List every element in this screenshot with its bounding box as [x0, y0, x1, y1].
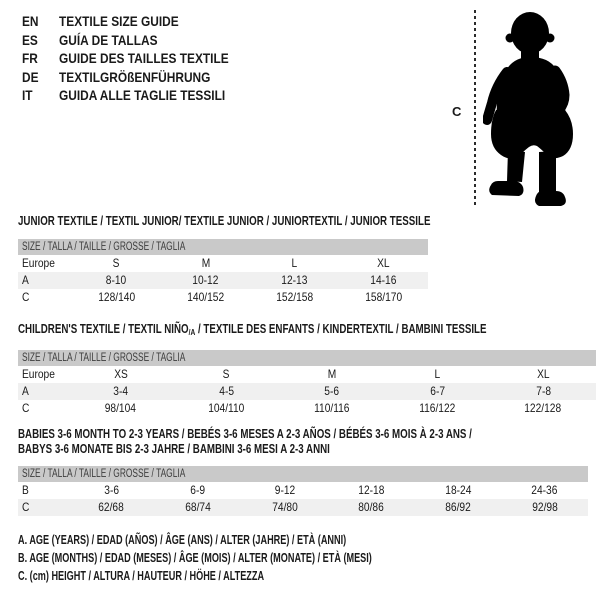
language-label: [59, 87, 254, 103]
row-label-cell: [18, 499, 68, 516]
cell-value: 12-18: [358, 483, 385, 497]
cell-value: 98/104: [105, 401, 137, 415]
table-cell: [490, 383, 596, 400]
table-cell: [68, 383, 174, 400]
table-cell: [72, 272, 161, 289]
language-code: [22, 50, 59, 66]
title-pre: CHILDREN'S TEXTILE / TEXTIL NIÑO: [18, 322, 189, 336]
table-cell: [174, 400, 280, 417]
table-cell: [501, 482, 588, 499]
table-row: [18, 289, 428, 306]
row-label: C: [22, 500, 30, 514]
title-subscript: /A: [188, 327, 196, 337]
legend-line-b: [18, 549, 503, 567]
toddler-silhouette-icon: [483, 4, 600, 208]
table-row: [18, 366, 596, 383]
table-cell: [72, 255, 161, 272]
language-code-text: EN: [22, 13, 39, 30]
table-cell: [385, 400, 491, 417]
table-row: [18, 272, 428, 289]
table-cell: [501, 499, 588, 516]
table-cell: [161, 289, 250, 306]
table-cell: [415, 482, 502, 499]
children-table-title-text: [18, 322, 487, 339]
cell-value: L: [291, 256, 298, 270]
cell-value: 140/152: [187, 290, 224, 304]
table-cell: [161, 255, 250, 272]
language-code-text: ES: [22, 31, 38, 48]
table-cell: [328, 482, 415, 499]
junior-size-table: [18, 239, 428, 306]
table-cell: [250, 255, 339, 272]
cell-value: 6-7: [430, 384, 445, 398]
table-cell: [241, 482, 328, 499]
legend-line-c: [18, 567, 503, 585]
language-label-text: GUÍA DE TALLAS: [59, 31, 158, 48]
table-cell: [490, 366, 596, 383]
children-table-title: [18, 322, 600, 339]
row-label: Europe: [22, 256, 55, 270]
junior-table-title: [18, 214, 547, 228]
language-label: [59, 32, 175, 48]
language-label-text: GUIDE DES TAILLES TEXTILE: [59, 50, 229, 67]
cell-value: M: [327, 367, 337, 381]
table-row: [18, 383, 596, 400]
table-cell: [385, 383, 491, 400]
row-label-cell: [18, 366, 68, 383]
cell-value: 152/158: [276, 290, 313, 304]
language-label: [59, 69, 237, 85]
size-header-text: SIZE / TALLA / TAILLE / GRÖSSE / TAGLIA: [22, 241, 186, 253]
language-row-es: [22, 31, 259, 50]
table-cell: [72, 289, 161, 306]
size-header-bar: [18, 466, 588, 482]
language-label: [59, 50, 259, 66]
language-label-text: TEXTILGRÖßENFÜHRUNG: [59, 68, 211, 85]
language-label-text: TEXTILE SIZE GUIDE: [59, 13, 179, 30]
legend-text: A. AGE (YEARS) / EDAD (AÑOS) / ÂGE (ANS) / ALTER (JAHRE) / ETÀ (ANNI): [18, 533, 347, 547]
cell-value: XL: [536, 367, 550, 381]
height-measure-label: C: [452, 104, 462, 119]
table-row: [18, 255, 428, 272]
height-measure-dotted-line: [474, 10, 476, 207]
cell-value: 12-13: [281, 273, 308, 287]
table-cell: [68, 366, 174, 383]
table-cell: [250, 272, 339, 289]
legend-line-a: [18, 531, 503, 549]
cell-value: XS: [113, 367, 128, 381]
row-label: Europe: [22, 367, 55, 381]
babies-table-title-line1: [18, 427, 600, 441]
cell-value: 5-6: [324, 384, 340, 398]
cell-value: 24-36: [531, 483, 558, 497]
cell-value: 74/80: [271, 500, 298, 514]
size-header-bar: [18, 350, 596, 366]
table-cell: [339, 255, 428, 272]
language-label: [59, 13, 200, 29]
table-cell: [155, 482, 242, 499]
table-cell: [415, 499, 502, 516]
cell-value: 4-5: [219, 384, 234, 398]
language-code: [22, 87, 59, 103]
legend-text: B. AGE (MONTHS) / EDAD (MESES) / ÂGE (MOIS) / ALTER (MONATE) / ETÀ (MESI): [18, 551, 372, 565]
language-title-list: [22, 12, 259, 105]
table-cell: [279, 383, 385, 400]
cell-value: 8-10: [106, 273, 127, 287]
table-row: [18, 400, 596, 417]
cell-value: 18-24: [444, 483, 472, 497]
size-header-text: SIZE / TALLA / TAILLE / GRÖSSE / TAGLIA: [22, 352, 186, 364]
children-size-table: [18, 350, 596, 417]
cell-value: 68/74: [185, 500, 211, 514]
table-cell: [250, 289, 339, 306]
row-label-cell: [18, 383, 68, 400]
row-label-cell: [18, 272, 72, 289]
cell-value: 104/110: [208, 401, 245, 415]
table-cell: [155, 499, 242, 516]
cell-value: 86/92: [445, 500, 471, 514]
row-label: A: [22, 273, 29, 287]
table-row: [18, 499, 588, 516]
table-cell: [279, 400, 385, 417]
row-label: B: [22, 483, 29, 497]
legend-text: C. (cm) HEIGHT / ALTURA / HAUTEUR / HÖHE / ALTEZZA: [18, 569, 265, 583]
cell-value: 110/116: [314, 401, 350, 415]
language-code: [22, 69, 59, 85]
babies-size-table: [18, 466, 588, 516]
cell-value: 158/170: [365, 290, 402, 304]
language-code: [22, 13, 59, 29]
cell-value: 7-8: [535, 384, 551, 398]
cell-value: 3-4: [113, 384, 129, 398]
table-cell: [339, 272, 428, 289]
junior-table-title-text: JUNIOR TEXTILE / TEXTIL JUNIOR/ TEXTILE JUNIOR / JUNIORTEXTIL / JUNIOR TESSILE: [18, 214, 431, 228]
language-code-text: DE: [22, 68, 39, 85]
row-label-cell: [18, 400, 68, 417]
table-cell: [328, 499, 415, 516]
table-cell: [174, 383, 280, 400]
table-row: [18, 482, 588, 499]
cell-value: 3-6: [103, 483, 119, 497]
babies-table-title-text2: BABYS 3-6 MONATE BIS 2-3 JAHRE / BAMBINI 3-6 MESI A 2-3 ANNI: [18, 442, 330, 456]
cell-value: 80/86: [358, 500, 385, 514]
cell-value: S: [113, 256, 120, 270]
language-label-text: GUIDA ALLE TAGLIE TESSILI: [59, 87, 226, 104]
table-cell: [339, 289, 428, 306]
measurement-legend: [18, 531, 503, 585]
table-cell: [68, 400, 174, 417]
cell-value: 14-16: [370, 273, 397, 287]
table-cell: [385, 366, 491, 383]
cell-value: 9-12: [274, 483, 295, 497]
title-post: / TEXTILE DES ENFANTS / KINDERTEXTIL / BAMBINI TESSILE: [195, 322, 487, 336]
cell-value: L: [434, 367, 441, 381]
cell-value: 10-12: [192, 273, 219, 287]
cell-value: 116/122: [419, 401, 456, 415]
cell-value: XL: [377, 256, 390, 270]
table-cell: [279, 366, 385, 383]
cell-value: 92/98: [531, 500, 558, 514]
row-label-cell: [18, 289, 72, 306]
table-cell: [68, 499, 155, 516]
cell-value: 122/128: [524, 401, 562, 415]
cell-value: M: [201, 256, 210, 270]
table-cell: [490, 400, 596, 417]
language-row-it: [22, 86, 259, 105]
language-row-fr: [22, 49, 259, 68]
language-code-text: IT: [22, 87, 33, 104]
row-label-cell: [18, 482, 68, 499]
language-row-en: [22, 12, 259, 31]
babies-table-title-line2: [18, 442, 418, 456]
babies-table-title-text1: BABIES 3-6 MONTH TO 2-3 YEARS / BEBÉS 3-6 MESES A 2-3 AÑOS / BÉBÉS 3-6 MOIS À 2-3 ANS /: [18, 427, 472, 441]
cell-value: 6-9: [190, 483, 206, 497]
cell-value: S: [222, 367, 230, 381]
table-cell: [161, 272, 250, 289]
cell-value: 62/68: [98, 500, 125, 514]
size-header-bar: [18, 239, 428, 255]
table-cell: [174, 366, 280, 383]
row-label: C: [22, 290, 30, 304]
row-label-cell: [18, 255, 72, 272]
row-label: A: [22, 384, 29, 398]
table-cell: [241, 499, 328, 516]
table-cell: [68, 482, 155, 499]
row-label: C: [22, 401, 30, 415]
cell-value: 128/140: [98, 290, 135, 304]
language-code-text: FR: [22, 50, 38, 67]
size-header-text: SIZE / TALLA / TAILLE / GRÖSSE / TAGLIA: [22, 468, 186, 480]
language-row-de: [22, 68, 259, 87]
language-code: [22, 32, 59, 48]
